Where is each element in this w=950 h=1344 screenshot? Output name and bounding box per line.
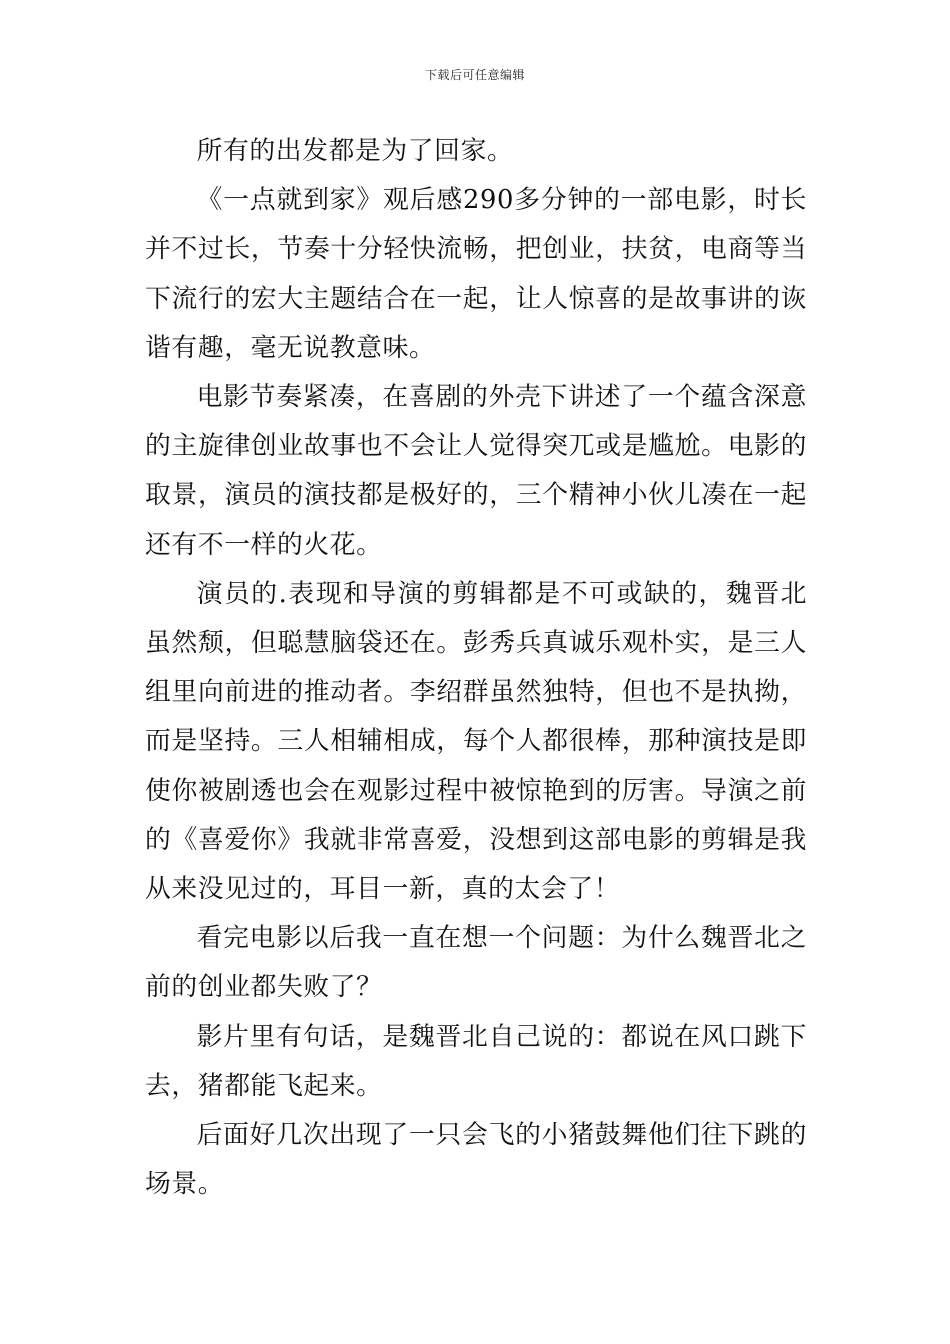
paragraph: 看完电影以后我一直在想一个问题：为什么魏晋北之前的创业都失败了？: [145, 923, 807, 1003]
paragraph: 后面好几次出现了一只会飞的小猪鼓舞他们往下跳的场景。: [145, 1120, 807, 1200]
paragraph: 《一点就到家》观后感290多分钟的一部电影，时长并不过长，节奏十分轻快流畅，把创业，扶贫，电商等当下流行的宏大主题结合在一起，让人惊喜的是故事讲的诙谐有趣，毫无说教意味。: [145, 185, 807, 363]
document-body: [145, 127, 807, 1209]
paragraph: 电影节奏紧凑，在喜剧的外壳下讲述了一个蕴含深意的主旋律创业故事也不会让人觉得突兀或是尴尬。电影的取景，演员的演技都是极好的，三个精神小伙儿凑在一起还有不一样的火花。: [145, 382, 807, 560]
paragraph: 演员的.表现和导演的剪辑都是不可或缺的，魏晋北虽然颓，但聪慧脑袋还在。彭秀兵真诚乐观朴实，是三人组里向前进的推动者。李绍群虽然独特，但也不是执拗，而是坚持。三人相辅相成，每个人都很棒，那种演技是即使你被剧透也会在观影过程中被惊艳到的厉害。导演之前的《喜爱你》我就非常喜爱，没想到这部电影的剪辑是我从来没见过的，耳目一新，真的太会了！: [145, 578, 807, 905]
paragraph: 所有的出发都是为了回家。: [196, 136, 514, 166]
page-header: 下载后可任意编辑: [424, 68, 525, 82]
paragraph: 影片里有句话，是魏晋北自己说的：都说在风口跳下去，猪都能飞起来。: [145, 1021, 807, 1101]
